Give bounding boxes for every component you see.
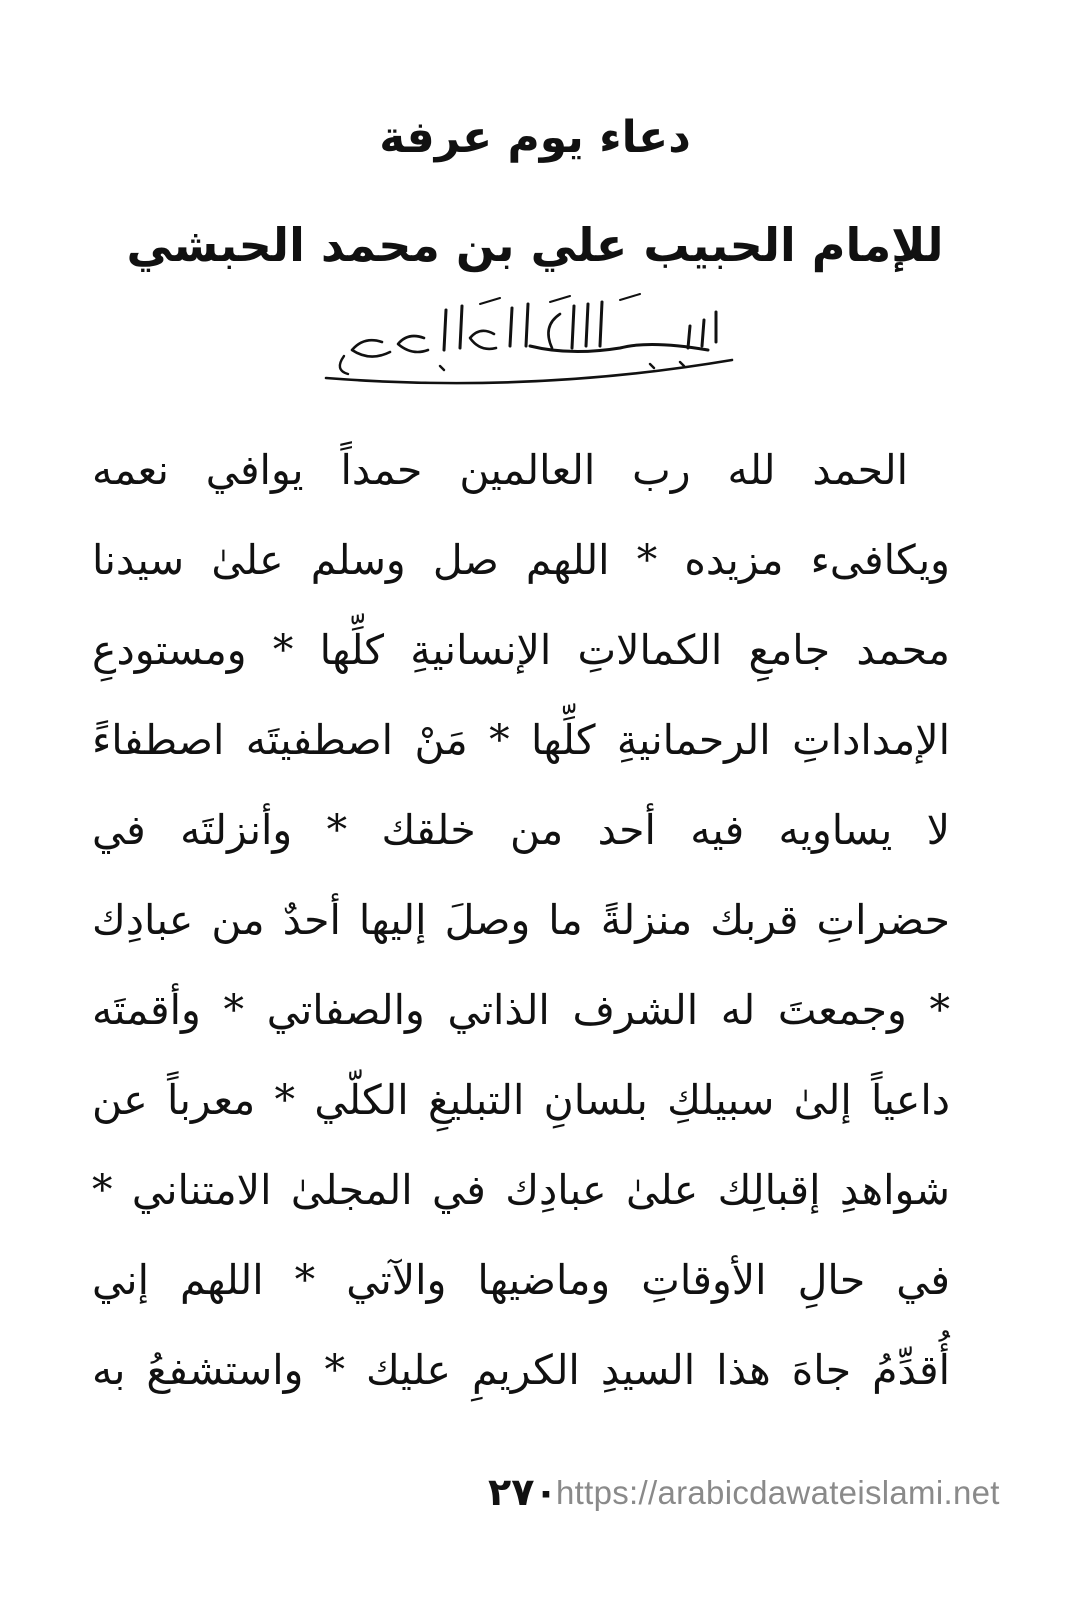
prayer-line: أُقدِّمُ جاهَ هذا السيدِ الكريمِ عليك * واستشفعُ به <box>92 1346 950 1394</box>
prayer-line: لا يساويه فيه أحد من خلقك * وأنزلتَه في <box>92 806 950 854</box>
page-subtitle: للإمام الحبيب علي بن محمد الحبشي <box>126 218 944 272</box>
page-footer <box>0 1462 1070 1522</box>
prayer-line: محمد جامعِ الكمالاتِ الإنسانيةِ كلِّها * ومستودعِ <box>92 626 950 674</box>
basmala-calligraphy <box>320 290 740 386</box>
page-title: دعاء يوم عرفة <box>379 112 691 163</box>
prayer-body <box>92 425 950 1415</box>
basmala-calligraphy-drawing <box>320 290 740 386</box>
prayer-line: ويكافىء مزيده * اللهم صل وسلم علىٰ سيدنا <box>92 536 950 584</box>
prayer-line: داعياً إلىٰ سبيلكِ بلسانِ التبليغِ الكلّي * معرباً عن <box>92 1076 950 1124</box>
prayer-line: شواهدِ إقبالِك علىٰ عبادِك في المجلىٰ الامتناني * <box>92 1166 950 1214</box>
watermark-url: https://arabicdawateislami.net <box>556 1474 1000 1511</box>
prayer-line: الإمداداتِ الرحمانيةِ كلِّها * مَنْ اصطفيتَه اصطفاءً <box>92 716 950 764</box>
prayer-line: حضراتِ قربك منزلةً ما وصلَ إليها أحدٌ من عبادِك <box>92 896 950 944</box>
prayer-line: * وجمعتَ له الشرف الذاتي والصفاتي * وأقمتَه <box>92 986 950 1034</box>
prayer-line: الحمد لله رب العالمين حمداً يوافي نعمه <box>92 446 908 494</box>
prayer-line: في حالِ الأوقاتِ وماضيها والآتي * اللهم إني <box>92 1256 950 1304</box>
page-number: ٢٧٠ <box>488 1470 558 1514</box>
